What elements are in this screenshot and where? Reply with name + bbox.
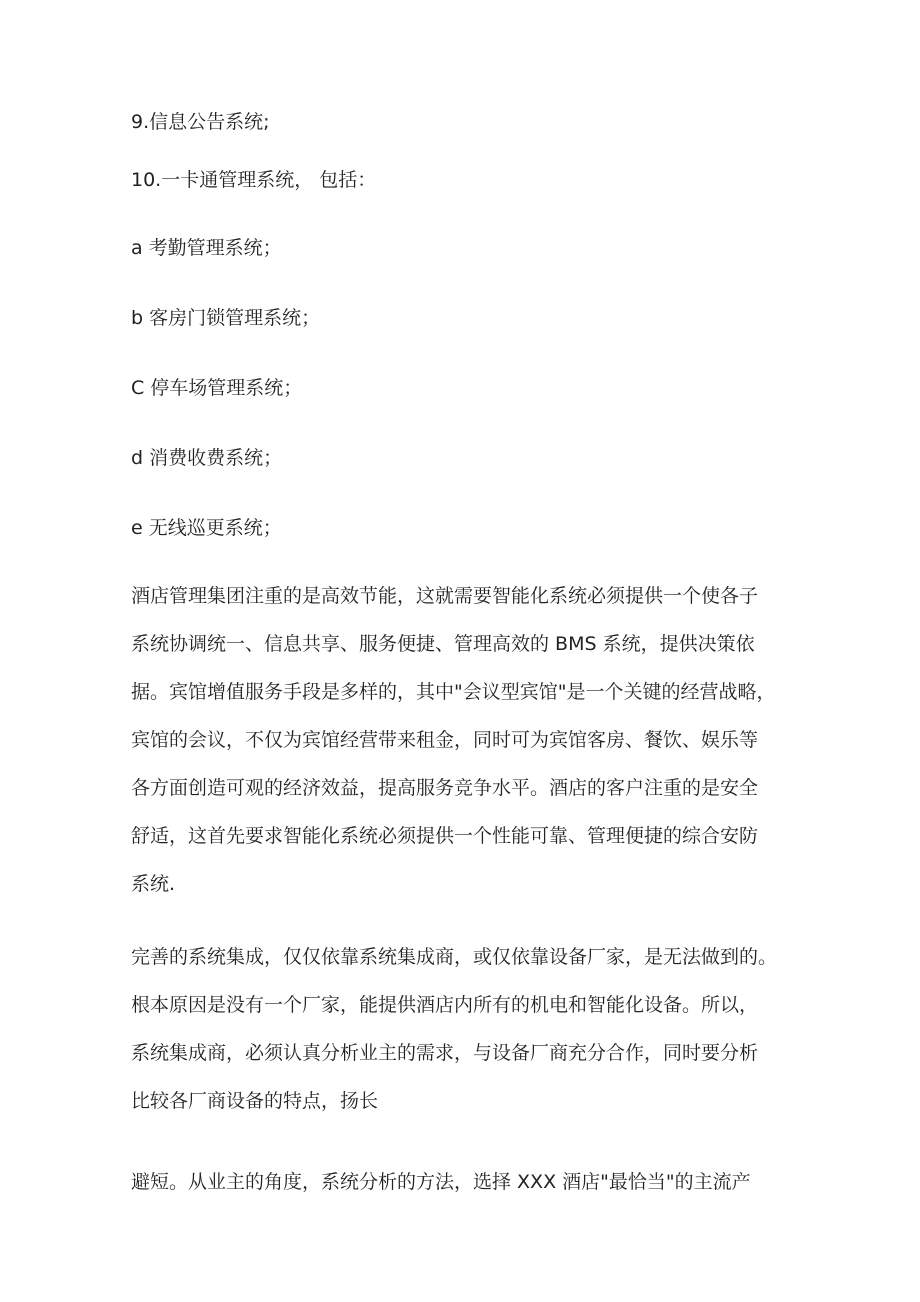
list-item-9: 9.信息公告系统; [131,111,270,133]
paragraph-line: 各方面创造可观的经济效益，提高服务竞争水平。酒店的客户注重的是安全 [131,777,759,799]
paragraph-line: 系统协调统一、信息共享、服务便捷、管理高效的 BMS 系统，提供决策依 [131,633,755,655]
sub-item-e: e 无线巡更系统； [131,517,282,539]
sub-item-b: b 客房门锁管理系统； [131,307,321,329]
sub-item-c: C 停车场管理系统； [131,377,303,399]
paragraph-line: 系统. [131,873,176,895]
paragraph-line: 避短。从业主的角度，系统分析的方法，选择 XXX 酒店"最恰当"的主流产 [131,1171,751,1193]
paragraph-line: 比较各厂商设备的特点，扬长 [131,1090,379,1112]
paragraph-system-integration [131,933,801,1125]
paragraph-line: 酒店管理集团注重的是高效节能，这就需要智能化系统必须提供一个使各子 [131,585,759,607]
list-item-10: 10.一卡通管理系统， 包括： [131,169,377,191]
paragraph-line: 据。宾馆增值服务手段是多样的，其中"会议型宾馆"是一个关键的经营战略， [131,681,776,703]
paragraph-line: 根本原因是没有一个厂家，能提供酒店内所有的机电和智能化设备。所以， [131,994,759,1016]
paragraph-line: 系统集成商，必须认真分析业主的需求，与设备厂商充分合作，同时要分析 [131,1042,759,1064]
paragraph-line: 完善的系统集成，仅仅依靠系统集成商，或仅依靠设备厂家，是无法做到的。 [131,946,778,968]
paragraph-hotel-management [131,572,801,908]
sub-item-a: a 考勤管理系统； [131,237,282,259]
paragraph-line: 宾馆的会议，不仅为宾馆经营带来租金，同时可为宾馆客房、餐饮、娱乐等 [131,729,759,751]
paragraph-owner-perspective [131,1158,801,1206]
paragraph-line: 舒适，这首先要求智能化系统必须提供一个性能可靠、管理便捷的综合安防 [131,825,759,847]
sub-item-d: d 消费收费系统； [131,447,283,469]
